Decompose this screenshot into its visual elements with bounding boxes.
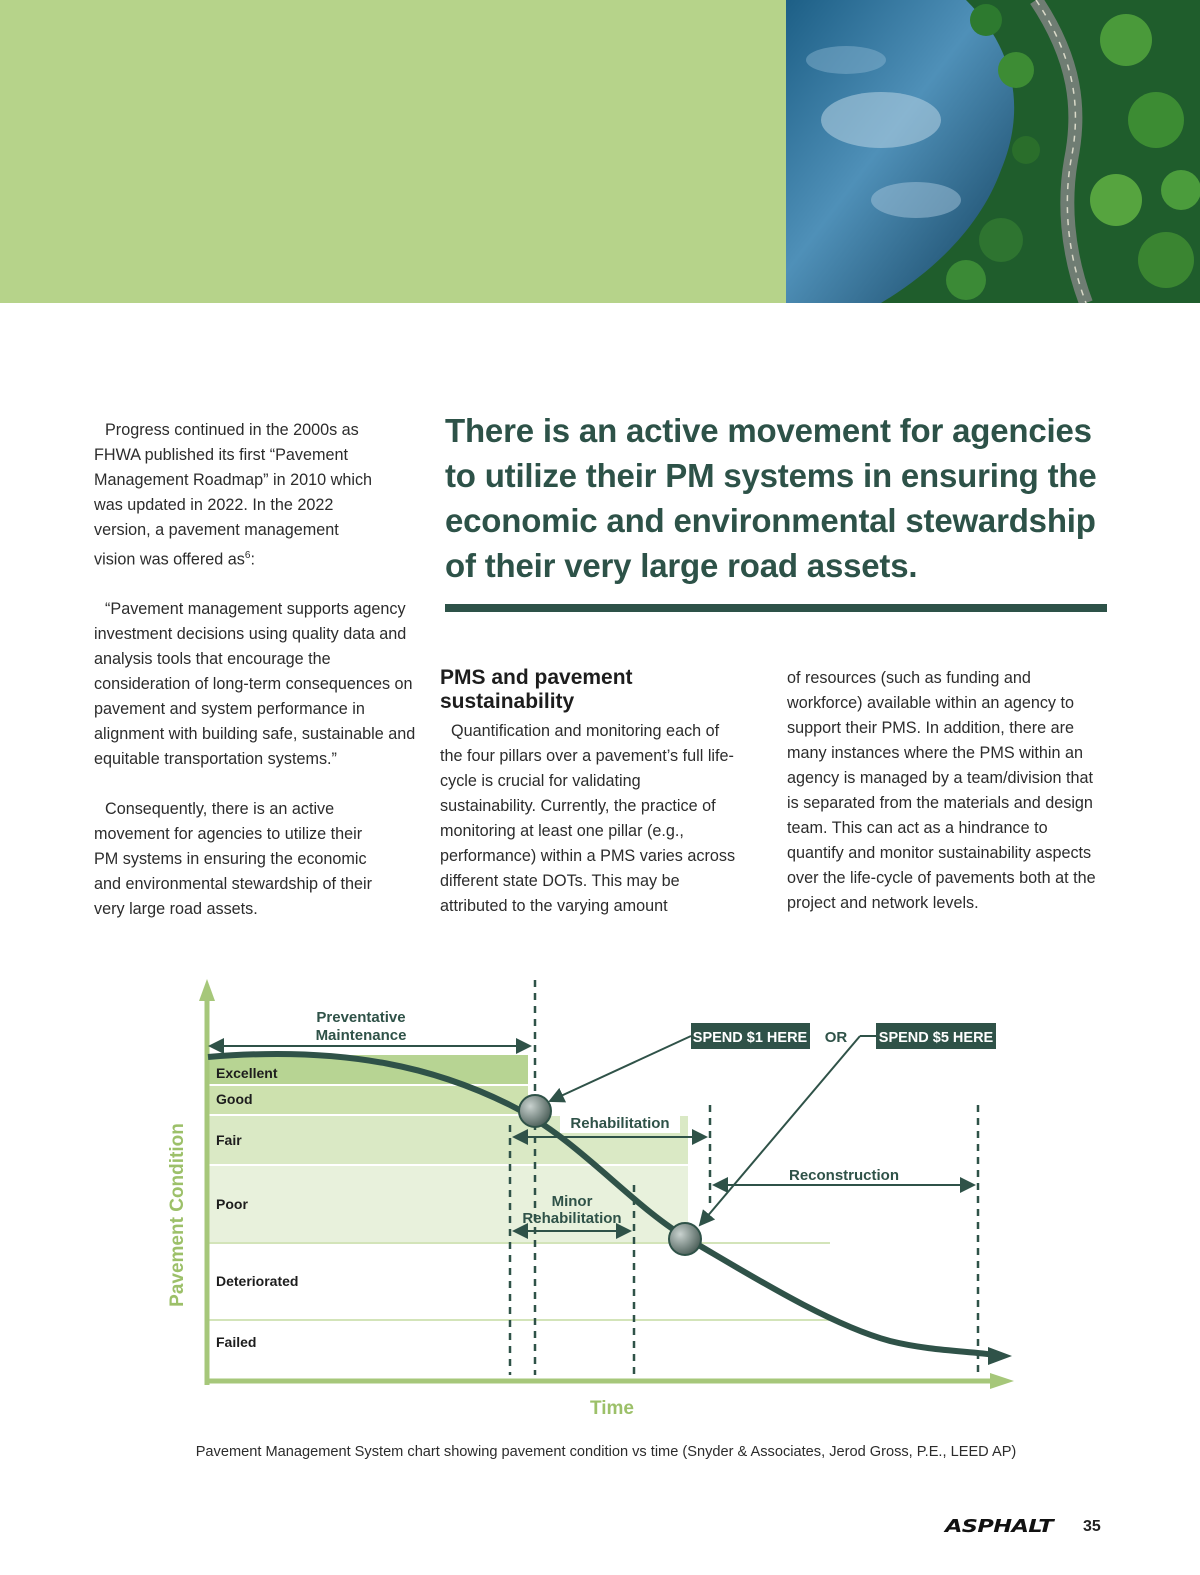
rehabilitation-label: Rehabilitation bbox=[570, 1115, 670, 1132]
header-color-band bbox=[0, 0, 786, 303]
paragraph: Consequently, there is an active movement for agencies to utilize their PM systems in ensuring the economic and environmental stewardship of their very large road assets. bbox=[94, 800, 373, 919]
paragraph: Progress continued in the 2000s as FHWA published its first “Pavement Management Roadmap” in 2010 which was updated in 2022. In the 2022 version, a pavement management vision was offered $as^6$: bbox=[94, 421, 373, 569]
spend-5-label: SPEND $5 HERE bbox=[878, 1030, 994, 1046]
footnote-ref: 6 bbox=[244, 550, 251, 561]
left-column-text bbox=[94, 418, 416, 922]
pull-quote: There is an active movement for agencies to utilize their PM systems in ensuring the economic and environmental stewardship of their very large road assets. bbox=[445, 412, 1097, 584]
paragraph: of resources (such as funding and workforce) available within an agency to support their PMS. In addition, there are many instances where the PMS within an agency is managed by a team/division that is separated from the materials and design team. This can act as a hindrance to quantify and monitor sustainability aspects over the life-cycle of pavements both at the project and network levels. bbox=[787, 669, 1096, 912]
band-label: Fair bbox=[216, 1132, 242, 1148]
y-axis-label: Pavement Condition bbox=[167, 1123, 188, 1307]
band-label: Failed bbox=[216, 1334, 257, 1350]
band-label: Good bbox=[216, 1091, 253, 1107]
band-label: Poor bbox=[216, 1196, 248, 1212]
preventative-label: Maintenance bbox=[315, 1027, 407, 1044]
publication-logo: ASPHALT bbox=[945, 1516, 1053, 1537]
paragraph: Quantification and monitoring each of the four pillars over a pavement’s full life-cycle is crucial for validating sustainability. Currently, the practice of monitoring at least one pillar (e.g., performance) within a PMS varies across different state DOTs. This may be attributed to the varying amount bbox=[440, 722, 736, 915]
figure-caption: Pavement Management System chart showing pavement condition vs time (Snyder & Associates, Jerod Gross, P.E., LEED AP) bbox=[195, 1444, 1017, 1460]
aerial-forest-road-photo bbox=[786, 0, 1200, 303]
reconstruction-label: Reconstruction bbox=[788, 1167, 900, 1184]
preventative-label: Preventative bbox=[316, 1009, 406, 1026]
intervention-point-early bbox=[519, 1095, 551, 1127]
spend-1-label: SPEND $1 HERE bbox=[692, 1030, 808, 1046]
middle-column-text bbox=[440, 666, 740, 919]
band-label: Excellent bbox=[216, 1065, 278, 1081]
minor-rehabilitation-label: Rehabilitation bbox=[522, 1210, 622, 1227]
x-axis-label: Time bbox=[589, 1398, 635, 1419]
band-label: Deteriorated bbox=[216, 1273, 299, 1289]
minor-label: Minor bbox=[551, 1193, 593, 1210]
intervention-point-late bbox=[669, 1223, 701, 1255]
page-number: 35 bbox=[1083, 1518, 1101, 1535]
or-label: OR bbox=[824, 1029, 848, 1046]
pull-quote-rule bbox=[445, 604, 1107, 612]
block-quote: “Pavement management supports agency investment decisions using quality data and analysis tools that encourage the consideration of long-term consequences on pavement and system performance in alignment with building safe, sustainable and equitable transportation systems.” bbox=[94, 600, 416, 769]
section-heading: PMS and pavement sustainability bbox=[440, 666, 633, 713]
right-column-text bbox=[787, 666, 1107, 916]
pavement-condition-chart bbox=[150, 975, 1030, 1430]
